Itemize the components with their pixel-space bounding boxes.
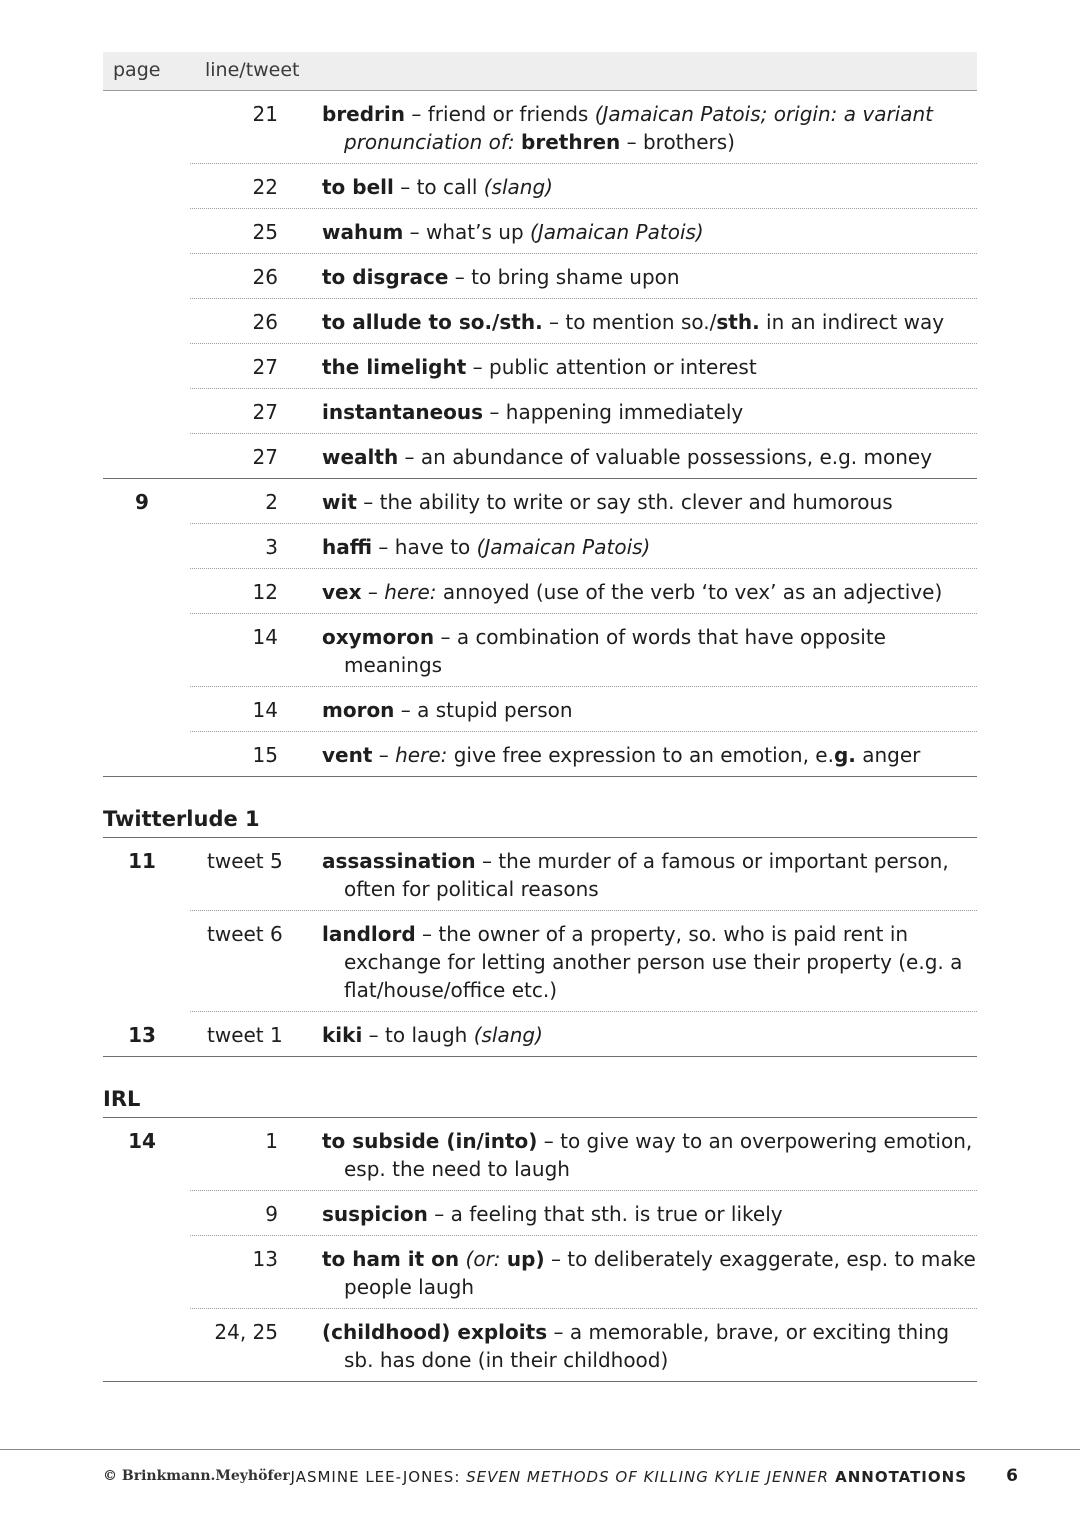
gloss-note: (or: — [465, 1247, 501, 1271]
glossary-row — [103, 614, 977, 687]
page-number: 6 — [1006, 1466, 1018, 1486]
glossary-row — [103, 838, 977, 911]
footer-title-work: SEVEN METHODS OF KILLING KYLIE JENNER — [466, 1468, 829, 1486]
gloss-definition: – public attention or interest — [466, 355, 757, 379]
publisher-logo: © Brinkmann.Meyhöfer — [103, 1468, 290, 1484]
gloss-definition-end: anger — [855, 743, 921, 767]
gloss-term: to ham it on — [322, 1247, 460, 1271]
gloss-note: (Jamaican Patois) — [476, 535, 651, 559]
glossary-row — [103, 524, 977, 569]
gloss-note: (Jamaican Patois) — [530, 220, 704, 244]
glossary-row — [103, 1309, 977, 1382]
row-divider — [103, 1056, 977, 1057]
gloss — [322, 1191, 977, 1236]
glossary-row — [103, 299, 977, 344]
footer-title-label: ANNOTATIONS — [828, 1468, 967, 1486]
page-ref: 13 — [128, 1023, 156, 1047]
glossary-row — [103, 732, 977, 777]
page-ref: 11 — [128, 849, 156, 873]
gloss-term-secondary: brethren — [521, 130, 621, 154]
line-ref: 12 — [252, 580, 278, 604]
gloss — [322, 1309, 977, 1382]
line-ref: 26 — [252, 265, 278, 289]
gloss — [322, 434, 977, 479]
gloss — [322, 838, 977, 911]
gloss-term: to disgrace — [322, 265, 449, 289]
gloss-definition-cont: annoyed (use of the verb ‘to vex’ as an adjective) — [436, 580, 943, 604]
gloss-definition: – happening immediately — [483, 400, 744, 424]
table-header — [103, 52, 977, 91]
gloss-term: the limelight — [322, 355, 467, 379]
gloss — [322, 569, 977, 614]
gloss-note: here: — [395, 743, 448, 767]
glossary-row — [103, 911, 977, 1012]
glossary-row — [103, 209, 977, 254]
gloss-definition: – to call — [393, 175, 484, 199]
gloss-term: vent — [322, 743, 373, 767]
glossary-row — [103, 434, 977, 479]
gloss — [322, 732, 977, 777]
gloss — [322, 164, 977, 209]
gloss — [322, 479, 977, 524]
glossary-row — [103, 389, 977, 434]
gloss-definition: – a stupid person — [394, 698, 573, 722]
gloss-note: (Jamaican Patois; origin: a variant pronunciation of: — [344, 102, 934, 154]
glossary-row — [103, 254, 977, 299]
gloss — [322, 1236, 977, 1309]
line-ref: tweet 6 — [207, 922, 283, 946]
gloss-definition: – have to — [372, 535, 477, 559]
line-ref: 24, 25 — [214, 1320, 278, 1344]
line-ref: 25 — [252, 220, 278, 244]
gloss-term-secondary: up) — [506, 1247, 545, 1271]
gloss — [322, 687, 977, 732]
gloss-definition: – to mention so./ — [542, 310, 717, 334]
gloss-definition: – friend or friends — [405, 102, 595, 126]
gloss-term: kiki — [322, 1023, 363, 1047]
line-ref: 27 — [252, 400, 278, 424]
gloss-definition: – to bring shame upon — [448, 265, 680, 289]
glossary-row — [103, 569, 977, 614]
gloss-definition: – the ability to write or say sth. clever and humorous — [356, 490, 893, 514]
column-header-line: line/tweet — [205, 59, 300, 81]
gloss — [322, 254, 977, 299]
gloss-term: wahum — [322, 220, 404, 244]
gloss-definition-cont: give free expression to an emotion, e. — [447, 743, 834, 767]
glossary-row — [103, 687, 977, 732]
gloss-definition: – the owner of a property, so. who is paid rent in exchange for letting another person use their property (e.g. a flat/house/office etc.) — [344, 922, 963, 1002]
annotations-table — [103, 52, 977, 1382]
gloss-term: landlord — [322, 922, 416, 946]
gloss-term: oxymoron — [322, 625, 435, 649]
line-ref: 27 — [252, 355, 278, 379]
gloss-term: to bell — [322, 175, 394, 199]
gloss-definition: – a memorable, brave, or exciting thing sb. has done (in their childhood) — [344, 1320, 950, 1372]
line-ref: 2 — [265, 490, 278, 514]
gloss-definition: – the murder of a famous or important person, often for political reasons — [344, 849, 949, 901]
gloss — [322, 1012, 977, 1057]
gloss-term: to subside (in/into) — [322, 1129, 538, 1153]
gloss-definition-cont: in an indirect way — [759, 310, 945, 334]
glossary-row — [103, 344, 977, 389]
line-ref: 27 — [252, 445, 278, 469]
line-ref: 14 — [252, 625, 278, 649]
glossary-row — [103, 164, 977, 209]
line-ref: 15 — [252, 743, 278, 767]
gloss-note: (slang) — [473, 1023, 543, 1047]
gloss-term: wit — [322, 490, 357, 514]
line-ref: tweet 1 — [207, 1023, 283, 1047]
gloss-definition: – to give way to an overpowering emotion, esp. the need to laugh — [344, 1129, 973, 1181]
line-ref: 1 — [265, 1129, 278, 1153]
line-ref: 26 — [252, 310, 278, 334]
gloss — [322, 524, 977, 569]
glossary-row — [103, 479, 977, 524]
line-ref: 21 — [252, 102, 278, 126]
gloss-definition: – — [361, 580, 385, 604]
gloss-term: bredrin — [322, 102, 406, 126]
gloss-term: suspicion — [322, 1202, 428, 1226]
line-ref: tweet 5 — [207, 849, 283, 873]
gloss-definition: – a combination of words that have opposite meanings — [344, 625, 886, 677]
line-ref: 14 — [252, 698, 278, 722]
gloss — [322, 1118, 977, 1191]
glossary-row — [103, 1012, 977, 1057]
glossary-row — [103, 1118, 977, 1191]
glossary-row — [103, 91, 977, 164]
table-body — [103, 91, 977, 1382]
gloss-definition: – what’s up — [403, 220, 531, 244]
gloss-term: haffi — [322, 535, 373, 559]
gloss — [322, 209, 977, 254]
line-ref: 3 — [265, 535, 278, 559]
gloss-term: wealth — [322, 445, 399, 469]
glossary-row — [103, 1236, 977, 1309]
gloss-definition: – an abundance of valuable possessions, e.g. money — [398, 445, 933, 469]
gloss — [322, 614, 977, 687]
gloss-definition: – — [372, 743, 396, 767]
line-ref: 22 — [252, 175, 278, 199]
gloss-term: (childhood) exploits — [322, 1320, 548, 1344]
gloss-note: here: — [384, 580, 437, 604]
gloss-term: assassination — [322, 849, 476, 873]
section-heading: IRL — [103, 1057, 977, 1118]
page-ref: 14 — [128, 1129, 156, 1153]
page-ref: 9 — [135, 490, 149, 514]
row-divider — [103, 776, 977, 777]
gloss-note: (slang) — [483, 175, 553, 199]
gloss — [322, 389, 977, 434]
gloss-term-secondary: g. — [833, 743, 856, 767]
line-ref: 9 — [265, 1202, 278, 1226]
gloss-definition-end: – to deliberately exaggerate, esp. to make people laugh — [344, 1247, 976, 1299]
gloss — [322, 299, 977, 344]
row-divider — [103, 1381, 977, 1382]
footer-title-author: JASMINE LEE-JONES: — [290, 1468, 467, 1486]
column-header-page: page — [113, 59, 161, 81]
gloss-term: moron — [322, 698, 395, 722]
gloss-term: instantaneous — [322, 400, 484, 424]
gloss — [322, 911, 977, 1012]
gloss-definition-cont: – brothers) — [620, 130, 735, 154]
footer-divider — [0, 1449, 1080, 1450]
glossary-row — [103, 1191, 977, 1236]
section-heading: Twitterlude 1 — [103, 777, 977, 838]
footer-title — [291, 1468, 967, 1486]
gloss-term: to allude to so./sth. — [322, 310, 543, 334]
gloss-term-secondary: sth. — [716, 310, 760, 334]
line-ref: 13 — [252, 1247, 278, 1271]
gloss-definition: – to laugh — [362, 1023, 474, 1047]
gloss — [322, 344, 977, 389]
gloss-term: vex — [322, 580, 362, 604]
gloss — [322, 91, 977, 164]
gloss-definition: – a feeling that sth. is true or likely — [427, 1202, 783, 1226]
